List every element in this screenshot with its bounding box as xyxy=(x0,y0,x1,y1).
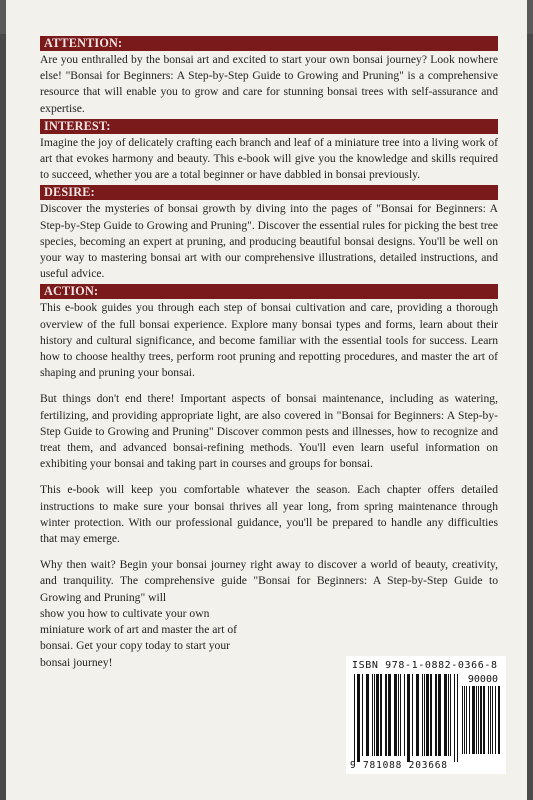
closing-text-narrow: show you how to cultivate your own miniature work of art and master the art of bonsai. Get your copy today to start your bonsai journey! xyxy=(40,606,238,669)
barcode-icon xyxy=(354,674,458,762)
closing-text-full: Why then wait? Begin your bonsai journey right away to discover a world of beauty, creativity, and tranquility. The comprehensive guide "Bonsai for Beginners: A Step-by-Step Guide to Growing and Pruning" will xyxy=(40,558,498,604)
isbn-label: ISBN 978-1-0882-0366-8 xyxy=(352,660,498,671)
closing-paragraph xyxy=(40,557,498,670)
price-addon-label: 90000 xyxy=(467,674,498,685)
section-paragraph: Imagine the joy of delicately crafting each branch and leaf of a miniature tree into a living work of art that evokes harmony and beauty. This e-book will give you the knowledge and skills required to succeed, whether you are a total beginner or have dabbled in bonsai previously. xyxy=(40,135,498,182)
section-paragraph: This e-book guides you through each step of bonsai cultivation and care, providing a thorough overview of the full bonsai experience. Explore many bonsai types and forms, learn about their history and cultural significance, and become familiar with the essential tools for success. Learn how to choose healthy trees, perform root pruning and repotting procedures, and master the art of shaping and pruning your bonsai. xyxy=(40,301,498,380)
section-interest xyxy=(40,119,498,184)
section-heading: INTEREST: xyxy=(40,119,498,134)
back-cover-text xyxy=(40,36,498,671)
section-attention xyxy=(40,36,498,117)
section-paragraph: Are you enthralled by the bonsai art and excited to start your own bonsai journey? Look nowhere else! "Bonsai for Beginners: A Step-by-Step Guide to Growing and Pruning" is a comprehensive resource that will enable you to grow and care for stunning bonsai trees with self-assurance and expertise. xyxy=(40,53,498,115)
section-heading: ATTENTION: xyxy=(40,36,498,51)
section-paragraph: This e-book will keep you comfortable whatever the season. Each chapter offers detailed instructions to make sure your bonsai thrives all year long, from spring maintenance through winter protection. With our professional guidance, you'll be prepared to handle any difficulties that may emerge. xyxy=(40,483,498,546)
section-heading: ACTION: xyxy=(40,284,498,299)
isbn-barcode-box xyxy=(346,656,506,774)
section-paragraph: But things don't end there! Important aspects of bonsai maintenance, including as watering, fertilizing, and providing appropriate light, are also covered in "Bonsai for Beginners: A Step-by-Step Guide to Growing and Pruning" Discover common pests and illnesses, how to recognize and treat them, and advanced bonsai-refining methods. You'll even learn useful information on exhibiting your bonsai and taking part in courses and groups for bonsai. xyxy=(40,392,498,471)
section-heading: DESIRE: xyxy=(40,185,498,200)
section-paragraph: Discover the mysteries of bonsai growth by diving into the pages of "Bonsai for Beginners: A Step-by-Step Guide to Growing and Pruning". Discover the essential rules for picking the best tree species, becoming an expert at pruning, and producing beautiful bonsai designs. You'll be well on your way to mastering bonsai art with our comprehensive illustrations, detailed instructions, and useful advice. xyxy=(40,202,498,281)
section-action xyxy=(40,284,498,547)
ean-digits-label: 9 781088 203668 xyxy=(350,760,448,771)
addon-barcode-icon xyxy=(462,686,500,760)
section-desire xyxy=(40,185,498,282)
